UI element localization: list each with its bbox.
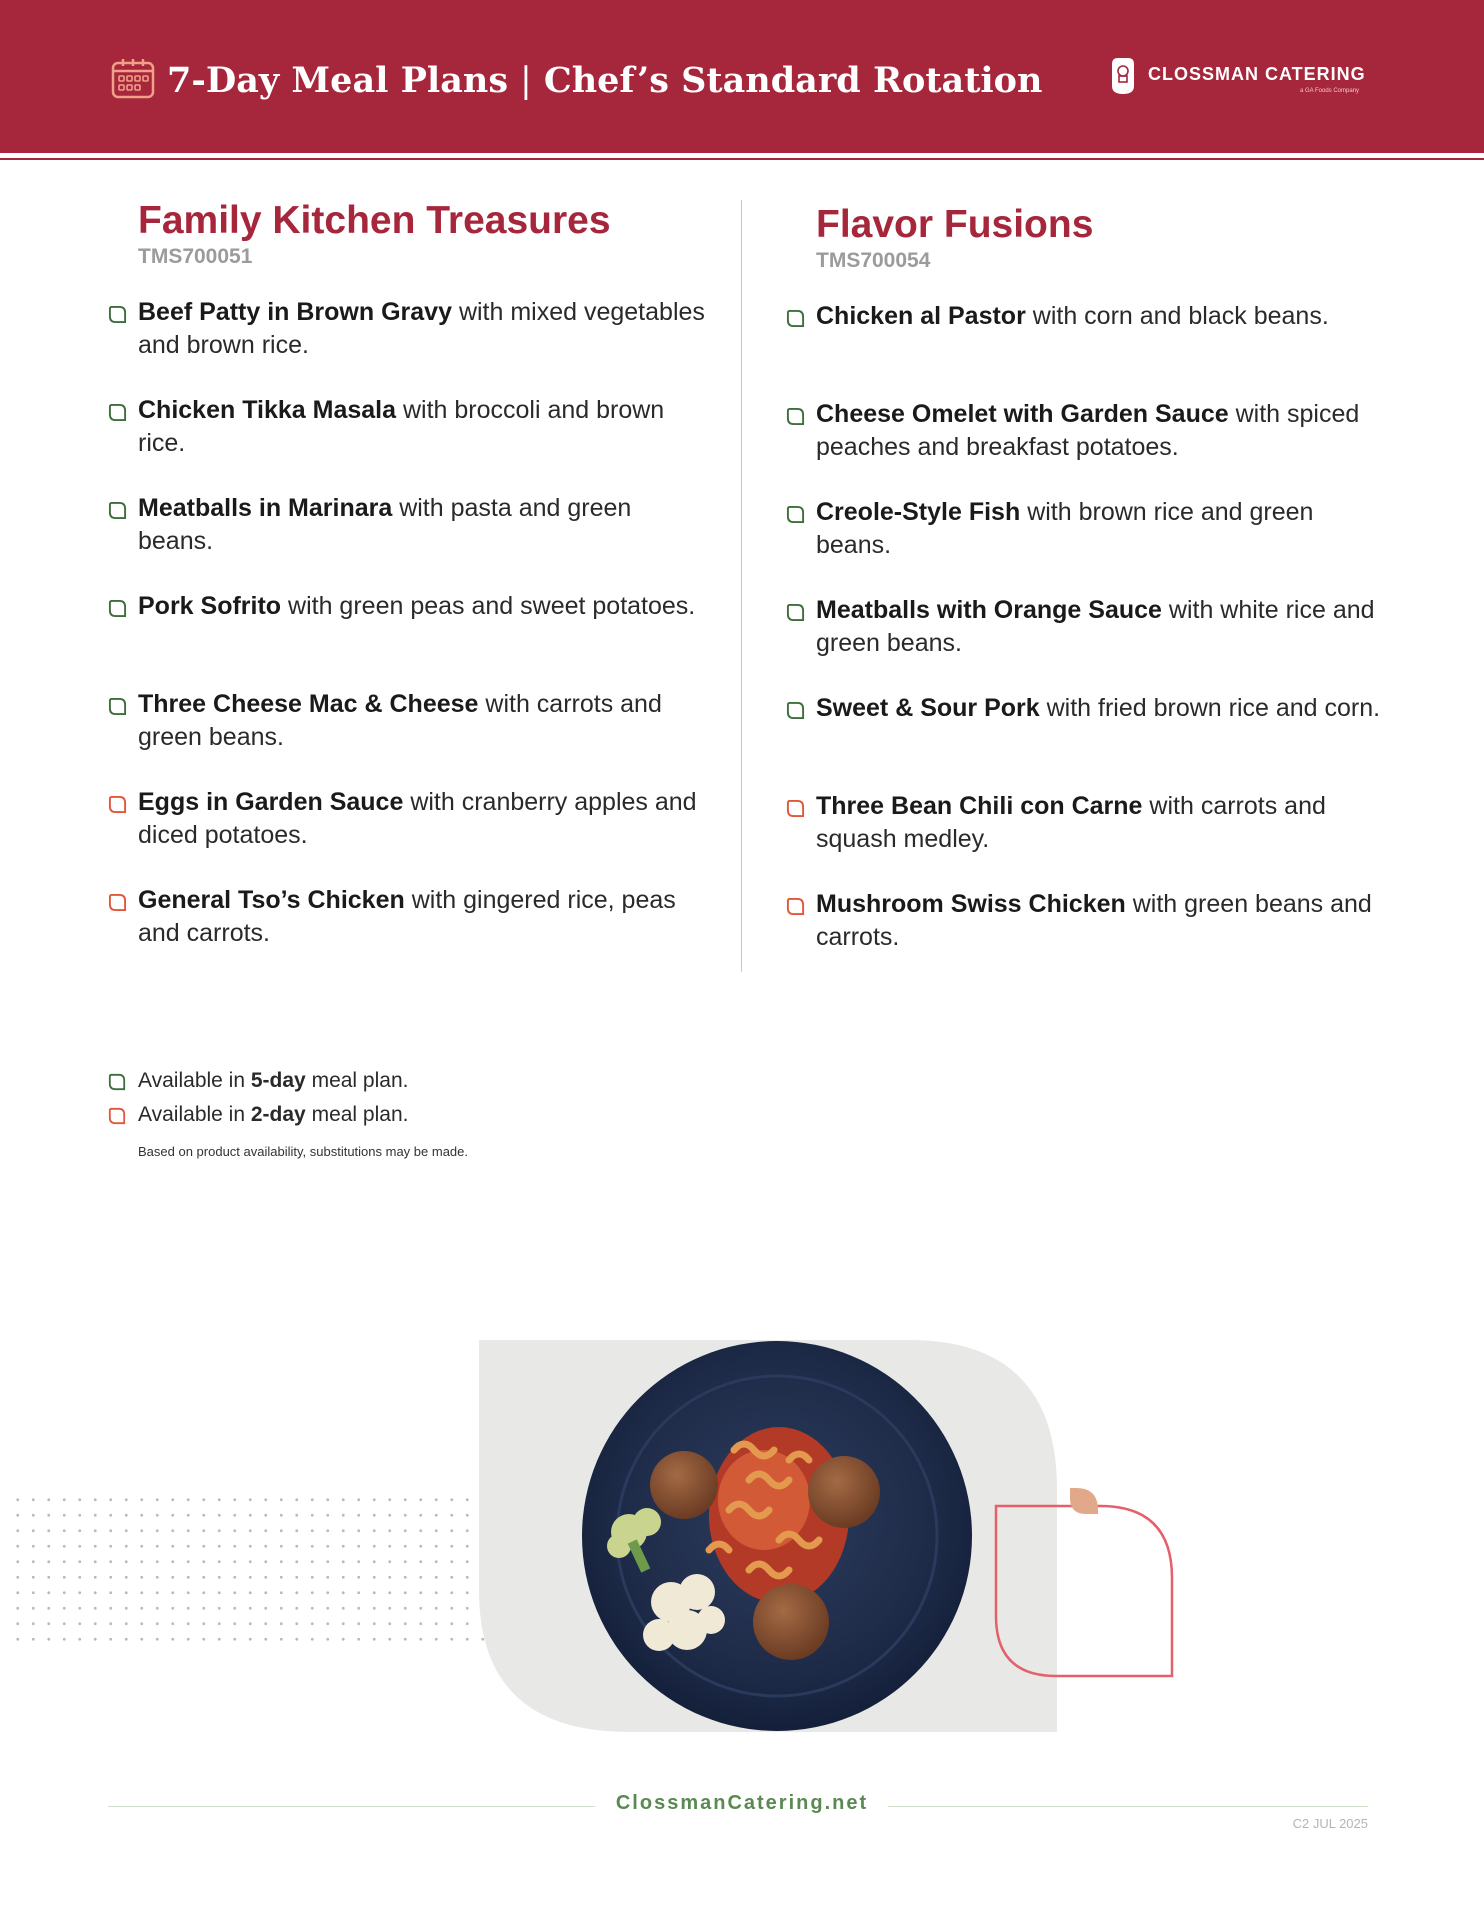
dish-name: Creole-Style Fish — [816, 498, 1021, 526]
leaf-green-icon — [108, 697, 127, 716]
leaf-green-icon — [108, 403, 127, 422]
leaf-green-icon — [786, 505, 805, 524]
leaf-green-icon — [786, 701, 805, 720]
title-main: 7-Day Meal Plans — [167, 60, 509, 101]
menu-item — [786, 692, 1386, 790]
legend-suffix: meal plan. — [311, 1069, 409, 1092]
dish-description: with mixed vegetables and brown rice. — [138, 298, 705, 359]
legend-five-day — [108, 1064, 808, 1098]
dish-description: with brown rice and green beans. — [816, 498, 1314, 559]
dish-description: with spiced peaches and breakfast potatoes. — [816, 400, 1360, 461]
website-link[interactable]: ClossmanCatering.net — [615, 1792, 869, 1814]
menu-item — [786, 888, 1386, 986]
column-title: Family Kitchen Treasures — [138, 199, 611, 242]
dish-name: General Tso’s Chicken — [138, 886, 405, 914]
menu-column-family-kitchen — [108, 198, 708, 982]
legend-prefix: Available in — [138, 1103, 246, 1126]
dish-description: with broccoli and brown rice. — [138, 396, 665, 457]
legend-two-day — [108, 1098, 808, 1132]
date-code: C2 JUL 2025 — [1292, 1816, 1368, 1831]
dot-pattern — [10, 1492, 530, 1642]
decorative-leaf-outline — [990, 1484, 1180, 1684]
column-title: Flavor Fusions — [816, 203, 1094, 246]
title-separator: | — [520, 61, 532, 101]
dish-name: Chicken al Pastor — [816, 302, 1026, 330]
leaf-orange-icon — [786, 799, 805, 818]
dish-description: with fried brown rice and corn. — [1046, 694, 1381, 722]
menu-item — [108, 786, 708, 884]
menu-item — [108, 688, 708, 786]
substitution-note: Based on product availability, substitutions may be made. — [138, 1144, 468, 1159]
dish-name: Eggs in Garden Sauce — [138, 788, 404, 816]
header-banner — [0, 0, 1484, 153]
dish-name: Meatballs in Marinara — [138, 494, 393, 522]
dish-name: Chicken Tikka Masala — [138, 396, 397, 424]
title-sub: Chef’s Standard Rotation — [543, 60, 1043, 101]
leaf-green-icon — [108, 305, 127, 324]
leaf-orange-icon — [108, 795, 127, 814]
plan-legend — [108, 1064, 808, 1159]
legend-suffix: meal plan. — [311, 1103, 409, 1126]
dish-name: Three Cheese Mac & Cheese — [138, 690, 479, 718]
menu-list — [108, 296, 708, 982]
brand-name: CLOSSMAN CATERING — [1148, 64, 1366, 84]
menu-column-flavor-fusions — [786, 202, 1386, 986]
column-code: TMS700054 — [816, 249, 931, 272]
menu-item — [108, 590, 708, 688]
dish-name: Three Bean Chili con Carne — [816, 792, 1143, 820]
leaf-green-icon — [108, 1073, 126, 1091]
legend-prefix: Available in — [138, 1069, 246, 1092]
column-divider — [741, 200, 742, 972]
dish-description: with green peas and sweet potatoes. — [288, 592, 696, 620]
dish-description: with gingered rice, peas and carrots. — [138, 886, 676, 947]
dish-name: Meatballs with Orange Sauce — [816, 596, 1162, 624]
menu-item — [108, 296, 708, 394]
menu-item — [108, 394, 708, 492]
leaf-green-icon — [108, 599, 127, 618]
dish-description: with pasta and green beans. — [138, 494, 632, 555]
menu-item — [786, 496, 1386, 594]
page-title — [167, 54, 1042, 108]
dish-description: with cranberry apples and diced potatoes. — [138, 788, 697, 849]
dish-description: with corn and black beans. — [1032, 302, 1329, 330]
brand-tagline: a GA Foods Company — [1300, 88, 1360, 94]
menu-item — [786, 398, 1386, 496]
menu-item — [786, 790, 1386, 888]
dish-description: with green beans and carrots. — [816, 890, 1372, 951]
leaf-green-icon — [786, 407, 805, 426]
leaf-green-icon — [108, 501, 127, 520]
calendar-icon — [111, 57, 155, 99]
dish-description: with carrots and green beans. — [138, 690, 662, 751]
legend-two-day-label: 2-day — [250, 1103, 306, 1126]
header-rule — [0, 158, 1484, 160]
meal-photo — [479, 1340, 1057, 1732]
leaf-orange-icon — [108, 893, 127, 912]
leaf-green-icon — [786, 309, 805, 328]
leaf-orange-icon — [786, 897, 805, 916]
menu-item — [786, 594, 1386, 692]
chef-hat-icon — [1108, 56, 1138, 96]
dish-name: Mushroom Swiss Chicken — [816, 890, 1126, 918]
leaf-orange-icon — [108, 1107, 126, 1125]
column-code: TMS700051 — [138, 245, 253, 268]
dish-name: Beef Patty in Brown Gravy — [138, 298, 452, 326]
brand-logo — [1108, 56, 1368, 100]
menu-item — [108, 884, 708, 982]
dish-description: with white rice and green beans. — [816, 596, 1375, 657]
dish-name: Cheese Omelet with Garden Sauce — [816, 400, 1229, 428]
dish-description: with carrots and squash medley. — [816, 792, 1326, 853]
dish-name: Pork Sofrito — [138, 592, 282, 620]
leaf-green-icon — [786, 603, 805, 622]
legend-five-day-label: 5-day — [250, 1069, 306, 1092]
menu-item — [108, 492, 708, 590]
dish-name: Sweet & Sour Pork — [816, 694, 1040, 722]
menu-item — [786, 300, 1386, 398]
menu-list — [786, 300, 1386, 986]
